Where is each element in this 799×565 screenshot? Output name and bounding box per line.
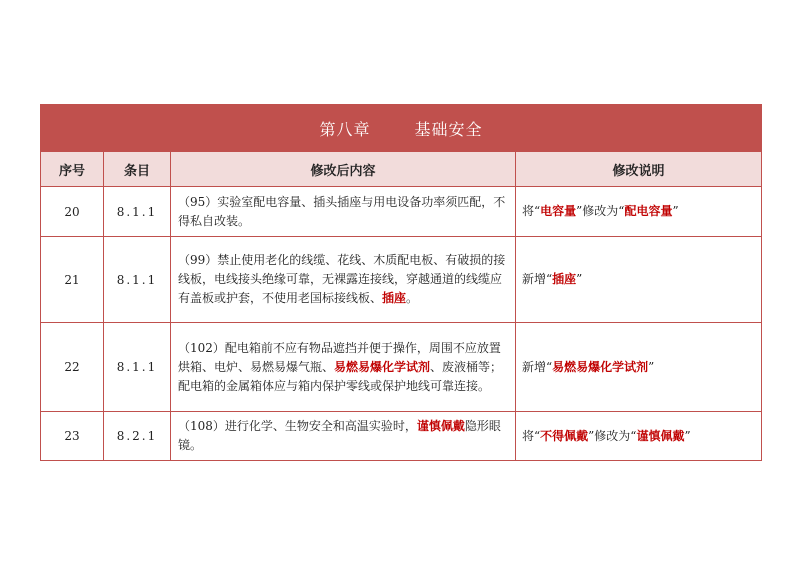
header-content: 修改后内容 [171, 152, 516, 187]
text-run: 、废液桶等；配电箱的金属箱体应与箱内保护零线或保护地线可靠连接。 [178, 359, 503, 393]
text-run: 将“ [522, 204, 541, 218]
text-run: 隐形眼镜。 [178, 419, 501, 452]
text-run: ” [576, 272, 583, 286]
text-run: （95）实验室配电容量、插头插座与用电设备功率须匹配，不得私自改装。 [178, 194, 506, 228]
table-row [41, 323, 762, 412]
row-number: 21 [41, 237, 104, 323]
text-run: 新增“ [522, 272, 553, 286]
highlighted-text: 谨慎佩戴 [416, 419, 465, 433]
row-note [516, 237, 762, 323]
highlighted-text: 插座 [552, 272, 577, 286]
highlighted-text: 易燃易爆化学试剂 [552, 359, 649, 374]
chapter-title-row [41, 105, 762, 152]
text-run: ”修改为“ [576, 204, 625, 218]
row-item: 8.1.1 [104, 237, 171, 323]
row-note [516, 323, 762, 412]
text-run: ” [672, 204, 679, 218]
row-content [171, 187, 516, 237]
row-number: 22 [41, 323, 104, 412]
text-run: 将“ [522, 428, 541, 443]
row-content [171, 323, 516, 412]
column-header-row [41, 152, 762, 187]
highlighted-text: 易燃易爆化学试剂 [334, 359, 431, 374]
header-item: 条目 [104, 152, 171, 187]
row-item: 8.1.1 [104, 323, 171, 412]
chapter-title [41, 105, 762, 152]
highlighted-text: 插座 [382, 291, 407, 305]
revision-table [40, 104, 762, 461]
row-note [516, 187, 762, 237]
highlighted-text: 谨慎佩戴 [636, 428, 685, 443]
highlighted-text: 电容量 [540, 204, 577, 218]
text-run: （108）进行化学、生物安全和高温实验时， [178, 419, 417, 433]
chapter-number: 第八章 [319, 119, 371, 139]
row-item: 8.1.1 [104, 187, 171, 237]
text-run: （102）配电箱前不应有物品遮挡并便于操作，周围不应放置烘箱、电炉、易燃易爆气瓶、 [178, 340, 501, 374]
text-run: （99）禁止使用老化的线缆、花线、木质配电板、有破损的接线板，电线接头绝缘可靠，无裸露连接线，穿越通道的线缆应有盖板或护套，不使用老国标接线板、 [178, 253, 506, 305]
chapter-name: 基础安全 [414, 119, 483, 139]
table-row [41, 237, 762, 323]
text-run: 。 [406, 291, 419, 305]
text-run: 新增“ [522, 359, 553, 374]
row-content [171, 237, 516, 323]
header-note: 修改说明 [516, 152, 762, 187]
highlighted-text: 配电容量 [624, 204, 673, 218]
text-run: ”修改为“ [588, 428, 637, 443]
row-note [516, 412, 762, 461]
row-number: 23 [41, 412, 104, 461]
header-num: 序号 [41, 152, 104, 187]
row-item: 8.2.1 [104, 412, 171, 461]
table-row [41, 412, 762, 461]
row-content [171, 412, 516, 461]
highlighted-text: 不得佩戴 [540, 428, 589, 443]
text-run: ” [684, 428, 691, 443]
row-number: 20 [41, 187, 104, 237]
table-row [41, 187, 762, 237]
text-run: ” [648, 359, 655, 374]
